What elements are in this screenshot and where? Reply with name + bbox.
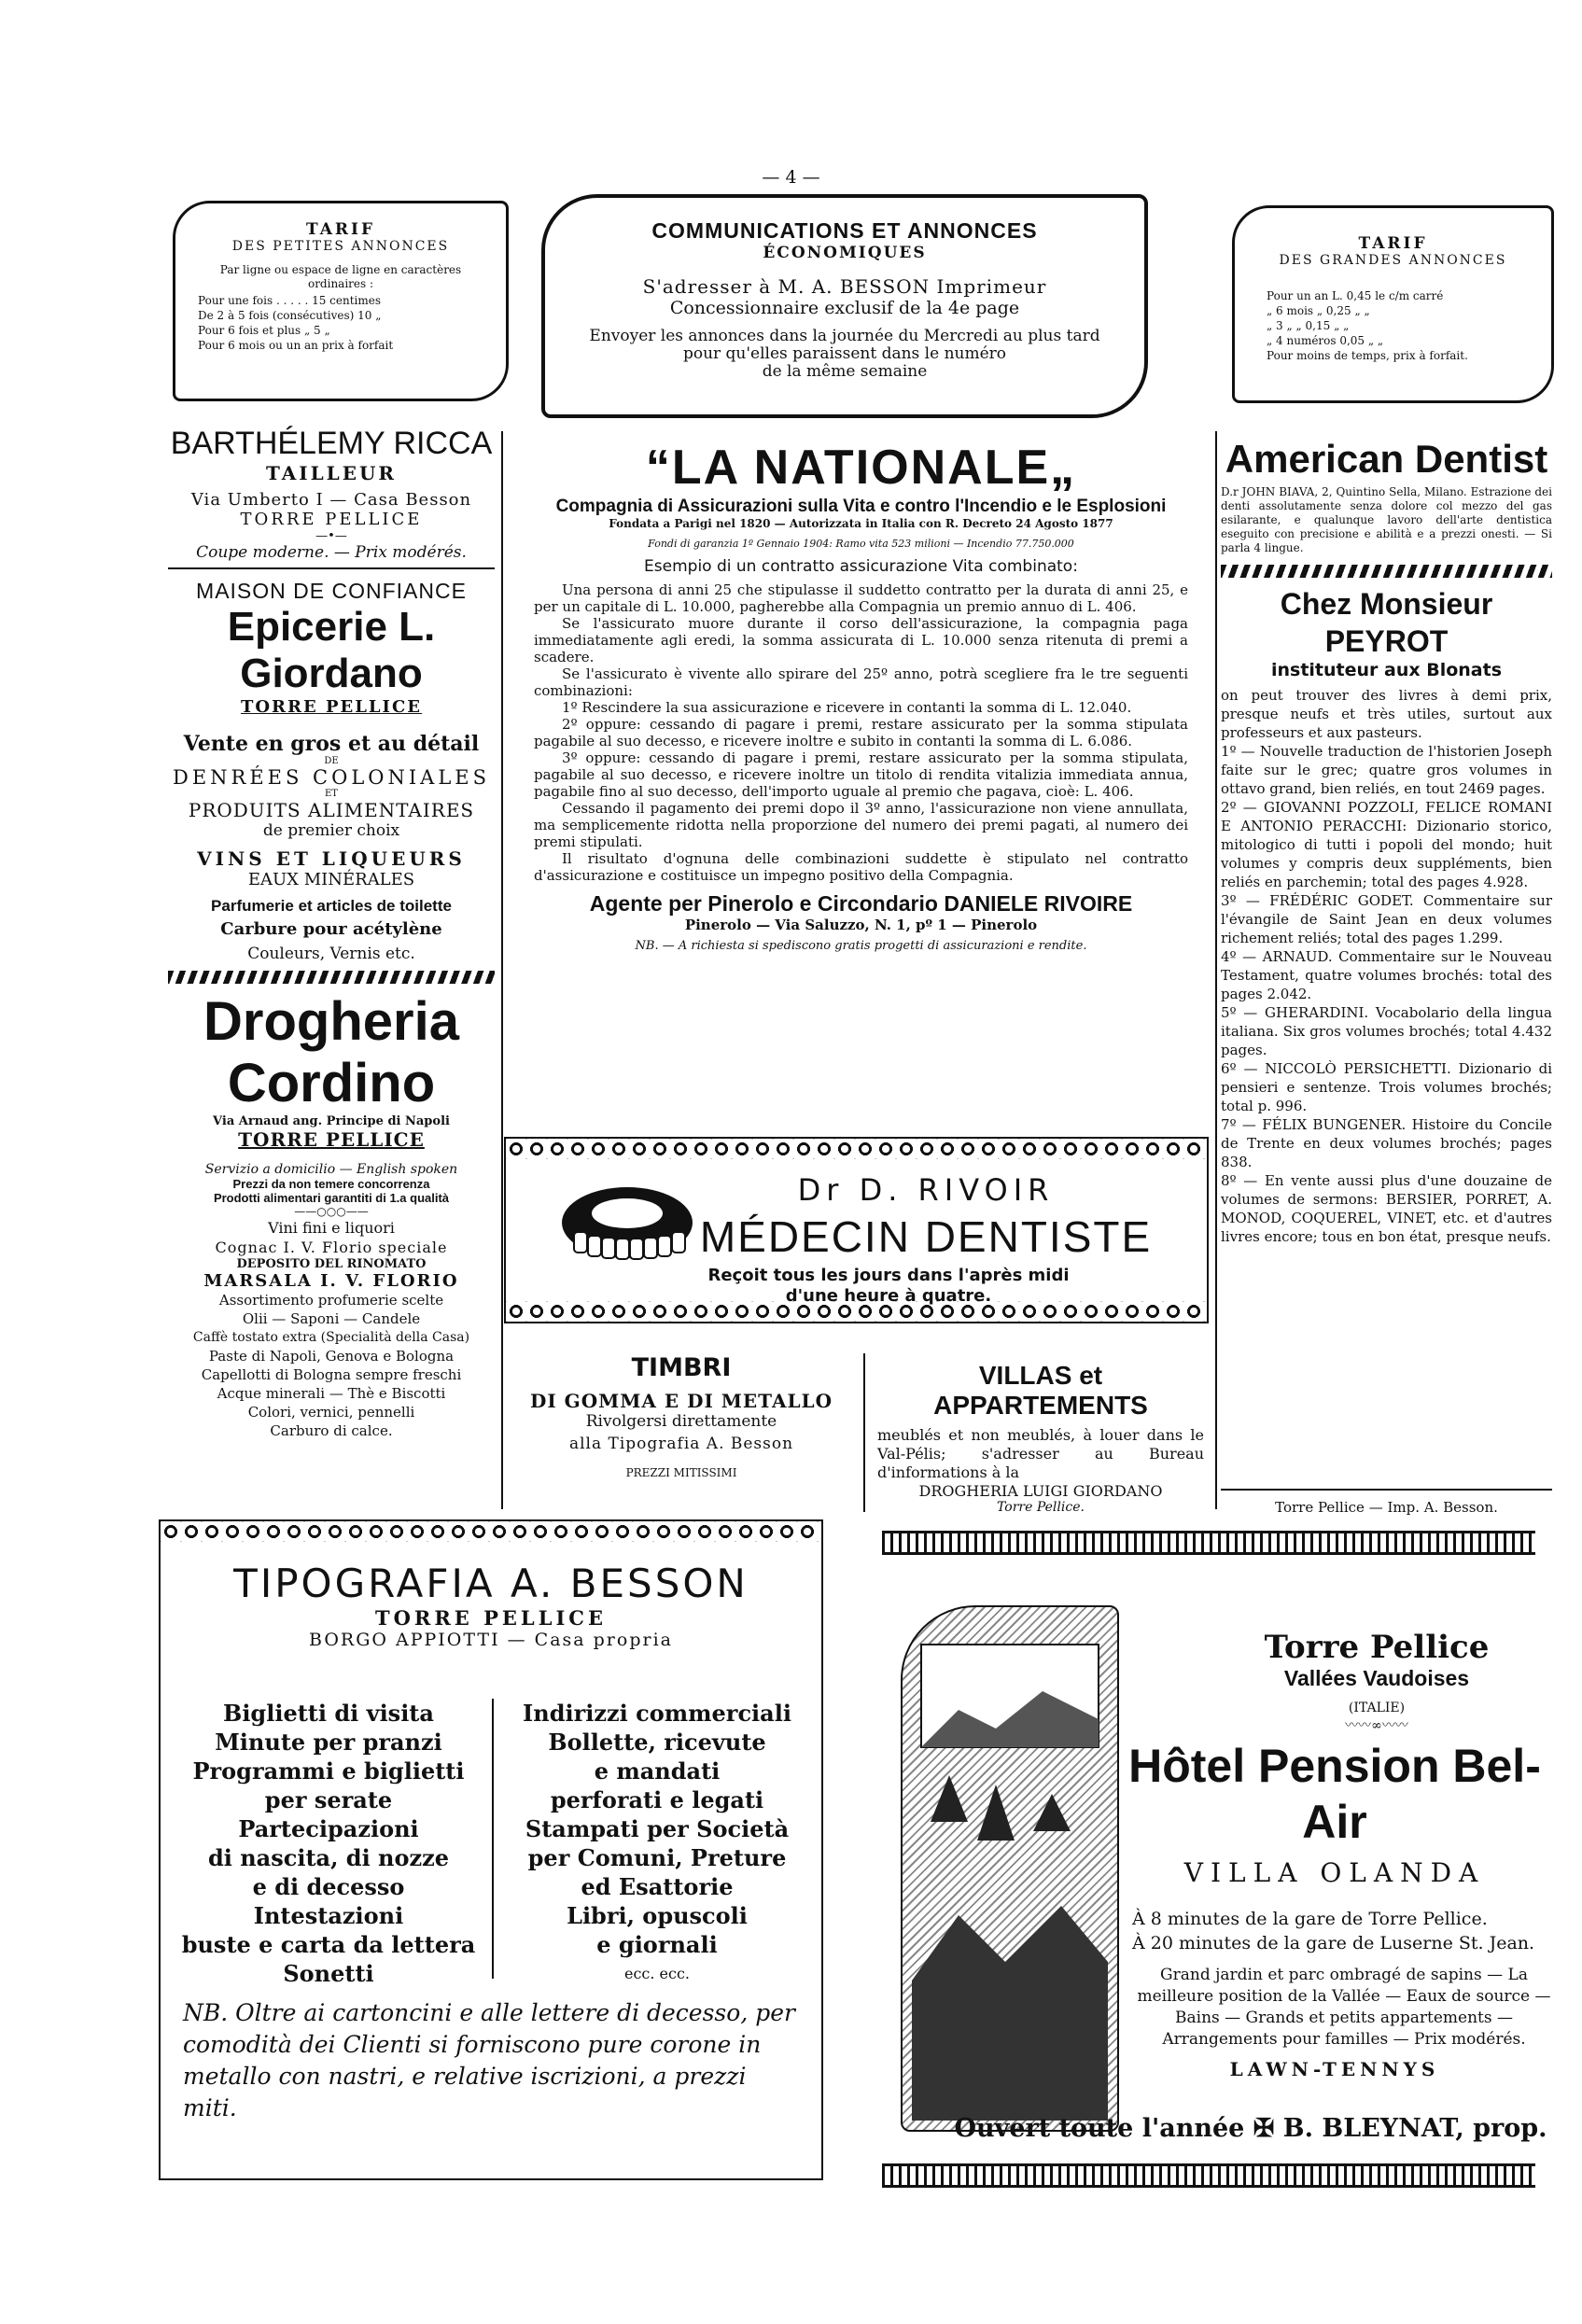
tipografia-title: TIPOGRAFIA A. BESSON (233, 1561, 749, 1606)
tipografia-left-item: buste e carta da lettera (181, 1931, 476, 1958)
rivoir-title: MÉDECIN DENTISTE (699, 1212, 1153, 1261)
ornament-meander (882, 1531, 1535, 1555)
tipografia-right-item: Indirizzi commerciali (523, 1700, 791, 1727)
tarif-grandes-row: „ 4 numéros 0,05 „ „ (1267, 334, 1384, 347)
tarif-grandes-title: TARIF (1358, 234, 1428, 253)
tipografia-right-item: e mandati (594, 1757, 721, 1785)
nationale-fondata: Fondata a Parigi nel 1820 — Autorizzata in Italia con R. Decreto 24 Agosto 1877 (609, 517, 1113, 530)
column-rule (863, 1353, 865, 1512)
giordano-vins: VINS ET LIQUEURS (197, 847, 466, 870)
belair-ouvert: Ouvert toute l'année ✠ B. BLEYNAT, prop. (954, 2114, 1547, 2143)
tarif-grandes-box (1232, 205, 1554, 403)
page-number: — 4 — (762, 167, 820, 188)
nationale-paragraph: Se l'assicurato è vivente allo spirare del 25º anno, potrà scegliere fra le tre seguenti combinazioni: (534, 665, 1188, 699)
tipografia-town: TORRE PELLICE (374, 1606, 607, 1630)
tipografia-ad (159, 1519, 823, 2180)
tarif-grandes-row: Pour moins de temps, prix à forfait. (1267, 349, 1468, 362)
giordano-eaux: EAUX MINÉRALES (247, 870, 415, 889)
ornament-rule (1221, 565, 1552, 578)
tipografia-left-item: Programmi e biglietti (192, 1757, 465, 1785)
nationale-paragraph: Una persona di anni 25 che stipulasse il suddetto contratto per la durata di anni 25, e per un capitale di L. 10.000, pagherebbe alla Compagnia un premio annuo di L. 406. (534, 581, 1188, 615)
giordano-de: DE (324, 756, 339, 766)
nationale-agente: Agente per Pinerolo e Circondario DANIELE RIVOIRE (589, 891, 1133, 916)
belair-name: Hôtel Pension Bel-Air (1128, 1740, 1541, 1848)
cordino-assortimento: Assortimento profumerie scelte (218, 1292, 444, 1309)
tarif-petites-row: Pour une fois . . . . . 15 centimes (198, 294, 382, 307)
tipografia-right-item: ecc. ecc. (623, 1965, 691, 1982)
tipografia-right-item: e giornali (596, 1931, 718, 1958)
tipografia-right-item: ed Esattorie (581, 1873, 734, 1900)
giordano-parfumerie: Parfumerie et articles de toilette (211, 897, 452, 915)
timbri-subtitle: DI GOMMA E DI METALLO (529, 1390, 833, 1412)
tipografia-right-item: perforati e legati (550, 1786, 764, 1813)
nationale-subtitle: Compagnia di Assicurazioni sulla Vita e contro l'Incendio e le Esplosioni (555, 497, 1167, 516)
peyrot-item: 7º — FÉLIX BUNGENER. Histoire du Concile de Trente en deux volumes brochés; pages 838. (1221, 1116, 1552, 1170)
communications-line5: de la même semaine (762, 362, 928, 381)
communications-line1: S'adresser à M. A. BESSON Imprimeur (642, 275, 1047, 298)
cordino-paste: Paste di Napoli, Genova e Bologna (208, 1348, 455, 1365)
peyrot-title: Chez Monsieur PEYROT (1280, 587, 1493, 658)
villas-text: meublés et non meublés, à louer dans le Val-Pélis; s'adresser au Bureau d'informations à la (877, 1426, 1204, 1481)
left-column: BARTHÉLEMY RICCA TAILLEUR Via Umberto I — Casa Besson TORRE PELLICE —•— Coupe moderne. — Prix modérés. MAISON DE CONFIANCE Epicerie L. Giordano TORRE PELLICE Vente en gros et au détail DE DENRÉES COLONIALES ET PRODUITS ALIMENTAIRES de premier choix VINS ET LIQUEURS EAUX MINÉRALES Parfumerie et articles de toilette Carbure pour acétylène Couleurs, Vernis etc. Drogheria Cordino Via Arnaud ang. Principe di Napoli TORRE PELLICE Servizio a domicilio — English spoken Prezzi da non temere concorrenza Prodotti alimentari garantiti di 1.a qualità ——○○○—— Vini fini e liquori Cognac I. V. Florio speciale DEPOSITO DEL RINOMATO MARSALA I. V. FLORIO Assortimento profumerie scelte Olii — Saponi — Candele Caffè tostato extra (Specialità della Casa) Paste di Napoli, Genova e Bologna Capellotti di Bologna sempre freschi Acque minerali — Thè e Biscotti Colori, vernici, pennelli Carburo di calce. (168, 425, 495, 1440)
tipografia-right-item: Stampati per Società (525, 1815, 790, 1842)
villas-town: Torre Pellice. (997, 1500, 1085, 1515)
divider (1221, 1489, 1552, 1491)
column-rule (1215, 431, 1217, 1509)
tarif-petites-row: Pour 6 fois et plus „ 5 „ (198, 324, 330, 337)
american-text: D.r JOHN BIAVA, 2, Quintino Sella, Milano. Estrazione dei denti assolutamente senza dolore col mezzo del gas esilarante, e qualunque lavoro dell'arte dentistica eseguito con precisione e abilità e a prezzi onesti. — Si parla 4 lingue. (1221, 485, 1552, 554)
ornament-rule (168, 971, 495, 984)
belair-town: Torre Pellice (1264, 1629, 1490, 1666)
tipografia-left-item: Minute per pranzi (215, 1729, 442, 1756)
tarif-grandes-row: „ 6 mois „ 0,25 „ „ (1267, 304, 1370, 317)
belair-lawn: LAWN-TENNYS (1229, 2058, 1440, 2080)
cordino-name: Drogheria Cordino (203, 991, 459, 1113)
giordano-couleurs: Couleurs, Vernis etc. (247, 945, 415, 963)
nationale-paragraph: 3º oppure: cessando di pagare i premi, restare assicurato per la somma stipulata, pagabile al suo decesso, e ricevere inoltre un titolo di rendita vitalizia immediata annua, pagabile fino al suo decesso, dell'importo uguale al premio che pagava, cioè: L. 406. (534, 749, 1188, 800)
communications-subtitle: ÉCONOMIQUES (763, 244, 927, 262)
rivoir-line2: d'une heure à quatre. (785, 1286, 992, 1306)
tipografia-left-item: Sonetti (283, 1960, 374, 1987)
communications-line2: Concessionnaire exclusif de la 4e page (669, 298, 1020, 318)
giordano-choix: de premier choix (262, 821, 400, 840)
column-rule (501, 431, 503, 1509)
tipografia-nb: NB. Oltre ai cartoncini e alle lettere di decesso, per comodità dei Clienti si forniscono pure corone in metallo con nastri, e relative iscrizioni, a prezzi miti. (183, 1999, 795, 2121)
tipografia-right-item: per Comuni, Preture (527, 1844, 787, 1871)
nationale-paragraph: 2º oppure: cessando di pagare i premi, restare assicurato per la somma stipulata pagabile al suo decesso, e ricevere inoltre e subito in contanti la somma di L. 6.086. (534, 716, 1188, 749)
cordino-prodotti: Prodotti alimentari garantiti di 1.a qualità (213, 1191, 450, 1205)
ornament-chain (161, 1521, 821, 1542)
tarif-grandes-row: Pour un an L. 0,45 le c/m carré (1267, 289, 1444, 302)
timbri-line1: Rivolgersi direttamente (585, 1412, 777, 1431)
cordino-address: Via Arnaud ang. Principe di Napoli (213, 1114, 450, 1128)
nationale-esempio: Esempio di un contratto assicurazione Vita combinato: (644, 557, 1078, 576)
nationale-paragraph: Se l'assicurato muore durante il corso dell'assicurazione, la compagnia paga immediatamente agli eredi, la somma assicurata di L. 10.000 senza ritenuta di premi a scadere. (534, 615, 1188, 665)
belair-text: Grand jardin et parc ombragé de sapins — La meilleure position de la Vallée — Eaux de source — Bains — Grands et petits appartements — Arrangements pour familles — Prix modérés. (1137, 1966, 1551, 2049)
tipografia-right-item: Bollette, ricevute (548, 1729, 766, 1756)
peyrot-item: 3º — FRÉDÉRIC GODET. Commentaire sur l'évangile de Saint Jean en deux volumes richement reliés; total des pages 1.299. (1221, 892, 1552, 946)
tarif-grandes-subtitle: DES GRANDES ANNONCES (1279, 253, 1507, 268)
cordino-olii: Olii — Saponi — Candele (242, 1310, 421, 1327)
timbri-line3: PREZZI MITISSIMI (625, 1466, 737, 1479)
peyrot-item: 5º — GHERARDINI. Vocabolario della lingua italiana. Six gros volumes brochés; total 4.432 pages. (1221, 1004, 1552, 1058)
ornament-chain (506, 1139, 1207, 1159)
cordino-servizio: Servizio a domicilio — English spoken (204, 1162, 458, 1177)
belair-line2: À 20 minutes de la gare de Luserne St. Jean. (1132, 1933, 1535, 1953)
nationale-nb: NB. — A richiesta si spediscono gratis progetti di assicurazioni e rendite. (635, 939, 1087, 953)
timbri-ad (509, 1353, 854, 1479)
tipografia-left-item: Biglietti di visita (223, 1700, 434, 1727)
cordino-vini: Vini fini e liquori (268, 1219, 395, 1237)
tarif-grandes-row: „ 3 „ „ 0,15 „ „ (1267, 319, 1350, 332)
nationale-paragraph: Il risultato d'ognuna delle combinazioni suddette è stipulato nel contratto d'assicurazione e costituisce un impegno positivo della Compagnia. (534, 850, 1188, 884)
villas-title: VILLAS et APPARTEMENTS (933, 1361, 1148, 1420)
peyrot-item: 8º — En vente aussi plus d'une douzaine de volumes de sermons: BERSIER, PORRET, A. MONOD, COQUEREL, VINET, etc. et d'autres livres encore; tous en bon état, presque neufs. (1221, 1172, 1552, 1245)
timbri-title: TIMBRI (631, 1353, 732, 1382)
peyrot-intro: on peut trouver des livres à demi prix, presque neufs et très utiles, surtout aux professeurs et aux pasteurs. (1221, 687, 1552, 741)
villas-drogheria: DROGHERIA LUIGI GIORDANO (918, 1482, 1163, 1500)
ricca-name: BARTHÉLEMY RICCA (170, 426, 493, 461)
tipografia-left-item: per serate (264, 1786, 393, 1813)
communications-title: COMMUNICATIONS ET ANNONCES (651, 218, 1038, 243)
villas-ad (877, 1361, 1204, 1515)
communications-box (541, 194, 1148, 418)
ricca-coupe: Coupe moderne. — Prix modérés. (196, 543, 467, 562)
giordano-produits: PRODUITS ALIMENTAIRES (188, 799, 475, 821)
cordino-town: TORRE PELLICE (238, 1128, 425, 1151)
cordino-acque: Acque minerali — Thè e Biscotti (217, 1385, 446, 1402)
tarif-petites-row: De 2 à 5 fois (consécutives) 10 „ (198, 309, 382, 322)
peyrot-item: 4º — ARNAUD. Commentaire sur le Nouveau Testament, quatre volumes brochés: total des pages 2.042. (1221, 948, 1552, 1002)
belair-vallees: Vallées Vaudoises (1283, 1666, 1470, 1690)
belair-ad: Torre Pellice Vallées Vaudoises (ITALIE) 〰〰∞〰〰 Hôtel Pension Bel-Air VILLA OLANDA À 8 minutes de la gare de Torre Pellice. À 20 minutes de la gare de Luserne St. Jean. Grand jardin et parc ombragé de sapins — La meilleure position de la Vallée — Eaux de source — Bains — Grands et petits appartements — Arrangements pour familles — Prix modérés. LAWN-TENNYS (1115, 1629, 1554, 2080)
tarif-petites-row: Pour 6 mois ou un an prix à forfait (198, 339, 394, 352)
belair-line1: À 8 minutes de la gare de Torre Pellice. (1132, 1909, 1488, 1929)
tarif-petites-intro: Par ligne ou espace de ligne en caractères ordinaires : (219, 263, 462, 290)
right-column (1221, 437, 1552, 1246)
tipografia-left-item: Intestazioni (253, 1902, 404, 1929)
giordano-maison: MAISON DE CONFIANCE (196, 579, 467, 603)
cordino-colori: Colori, vernici, pennelli (247, 1404, 415, 1421)
ricca-trade: TAILLEUR (265, 462, 398, 484)
tipografia-right-item: Libri, opuscoli (567, 1902, 748, 1929)
peyrot-item: 2º — GIOVANNI POZZOLI, FELICE ROMANI E ANTONIO PERACCHI: Dizionario storico, mitologico di tutti i popoli del mondo; huit volumes y compris deux suppléments, bien reliés en parchemin; total des pages 4.928. (1221, 799, 1552, 890)
peyrot-item: 1º — Nouvelle traduction de l'historien Joseph faite sur le grec; quatre gros volumes in ottavo grand, bien reliés, en tout 2469 pages. (1221, 743, 1552, 797)
giordano-town: TORRE PELLICE (240, 697, 422, 717)
cordino-marsala: MARSALA I. V. FLORIO (203, 1271, 459, 1291)
ornament-meander (882, 2163, 1535, 2188)
cordino-capellotti: Capellotti di Bologna sempre freschi (201, 1366, 462, 1383)
peyrot-subtitle: instituteur aux Blonats (1270, 660, 1503, 680)
tipografia-left-item: e di decesso (252, 1873, 405, 1900)
ricca-address: Via Umberto I — Casa Besson (190, 490, 472, 510)
giordano-denrees: DENRÉES COLONIALES (172, 766, 491, 789)
denture-icon (557, 1178, 697, 1271)
giordano-name: Epicerie L. Giordano (227, 604, 436, 696)
cordino-caffe: Caffè tostato extra (Specialità della Casa) (192, 1330, 470, 1345)
tarif-petites-subtitle: DES PETITES ANNONCES (231, 239, 450, 254)
tarif-petites-box (173, 201, 509, 401)
communications-line3: Envoyer les annonces dans la journée du Mercredi au plus tard (589, 327, 1100, 345)
cordino-prezzi: Prezzi da non temere concorrenza (232, 1177, 430, 1191)
american-title: American Dentist (1225, 437, 1548, 481)
nationale-title: “LA NATIONALE„ (645, 441, 1077, 495)
giordano-carbure: Carbure pour acétylène (220, 919, 442, 939)
nationale-paragraph: Cessando il pagamento dei premi dopo il 3º anno, l'assicurazione non viene annullata, ma semplicemente ridotta nella proporzione del numero dei premi pagati, al numero dei premi stipulati. (534, 800, 1188, 850)
landscape-image (901, 1605, 1119, 2132)
peyrot-imprint: Torre Pellice — Imp. A. Besson. (1275, 1499, 1498, 1516)
peyrot-item: 6º — NICCOLÒ PERSICHETTI. Dizionario di pensieri e sentenze. Trois volumes brochés; total p. 996. (1221, 1060, 1552, 1114)
cordino-cognac: Cognac I. V. Florio speciale (215, 1239, 448, 1256)
tipografia-borgo: BORGO APPIOTTI — Casa propria (309, 1630, 673, 1650)
tipografia-left-item: di nascita, di nozze (207, 1844, 450, 1871)
nationale-pinerolo: Pinerolo — Via Saluzzo, N. 1, pº 1 — Pinerolo (684, 917, 1038, 933)
timbri-line2: alla Tipografia A. Besson (568, 1435, 794, 1453)
giordano-vente: Vente en gros et au détail (183, 732, 480, 756)
nationale-paragraph: 1º Rescindere la sua assicurazione e ricevere in contanti la somma di L. 12.040. (562, 699, 1132, 716)
ricca-town: TORRE PELLICE (240, 510, 423, 529)
rivoir-ad (504, 1137, 1209, 1323)
nationale-fondi: Fondi di garanzia 1º Gennaio 1904: Ramo vita 523 milioni — Incendio 77.750.000 (648, 538, 1074, 550)
rivoir-name: Dr D. RIVOIR (797, 1172, 1055, 1208)
belair-italie: (ITALIE) (1348, 1701, 1406, 1715)
rivoir-line1: Reçoit tous les jours dans l'après midi (707, 1266, 1070, 1285)
nationale-ad (523, 439, 1199, 953)
tipografia-left-item: Partecipazioni (238, 1815, 419, 1842)
cordino-deposito: DEPOSITO DEL RINOMATO (236, 1257, 427, 1271)
giordano-et: ET (325, 789, 338, 799)
communications-line4: pour qu'elles paraissent dans le numéro (682, 344, 1007, 363)
belair-villa: VILLA OLANDA (1183, 1857, 1486, 1888)
cordino-carburo: Carburo di calce. (270, 1422, 393, 1439)
tarif-petites-title: TARIF (305, 220, 376, 239)
